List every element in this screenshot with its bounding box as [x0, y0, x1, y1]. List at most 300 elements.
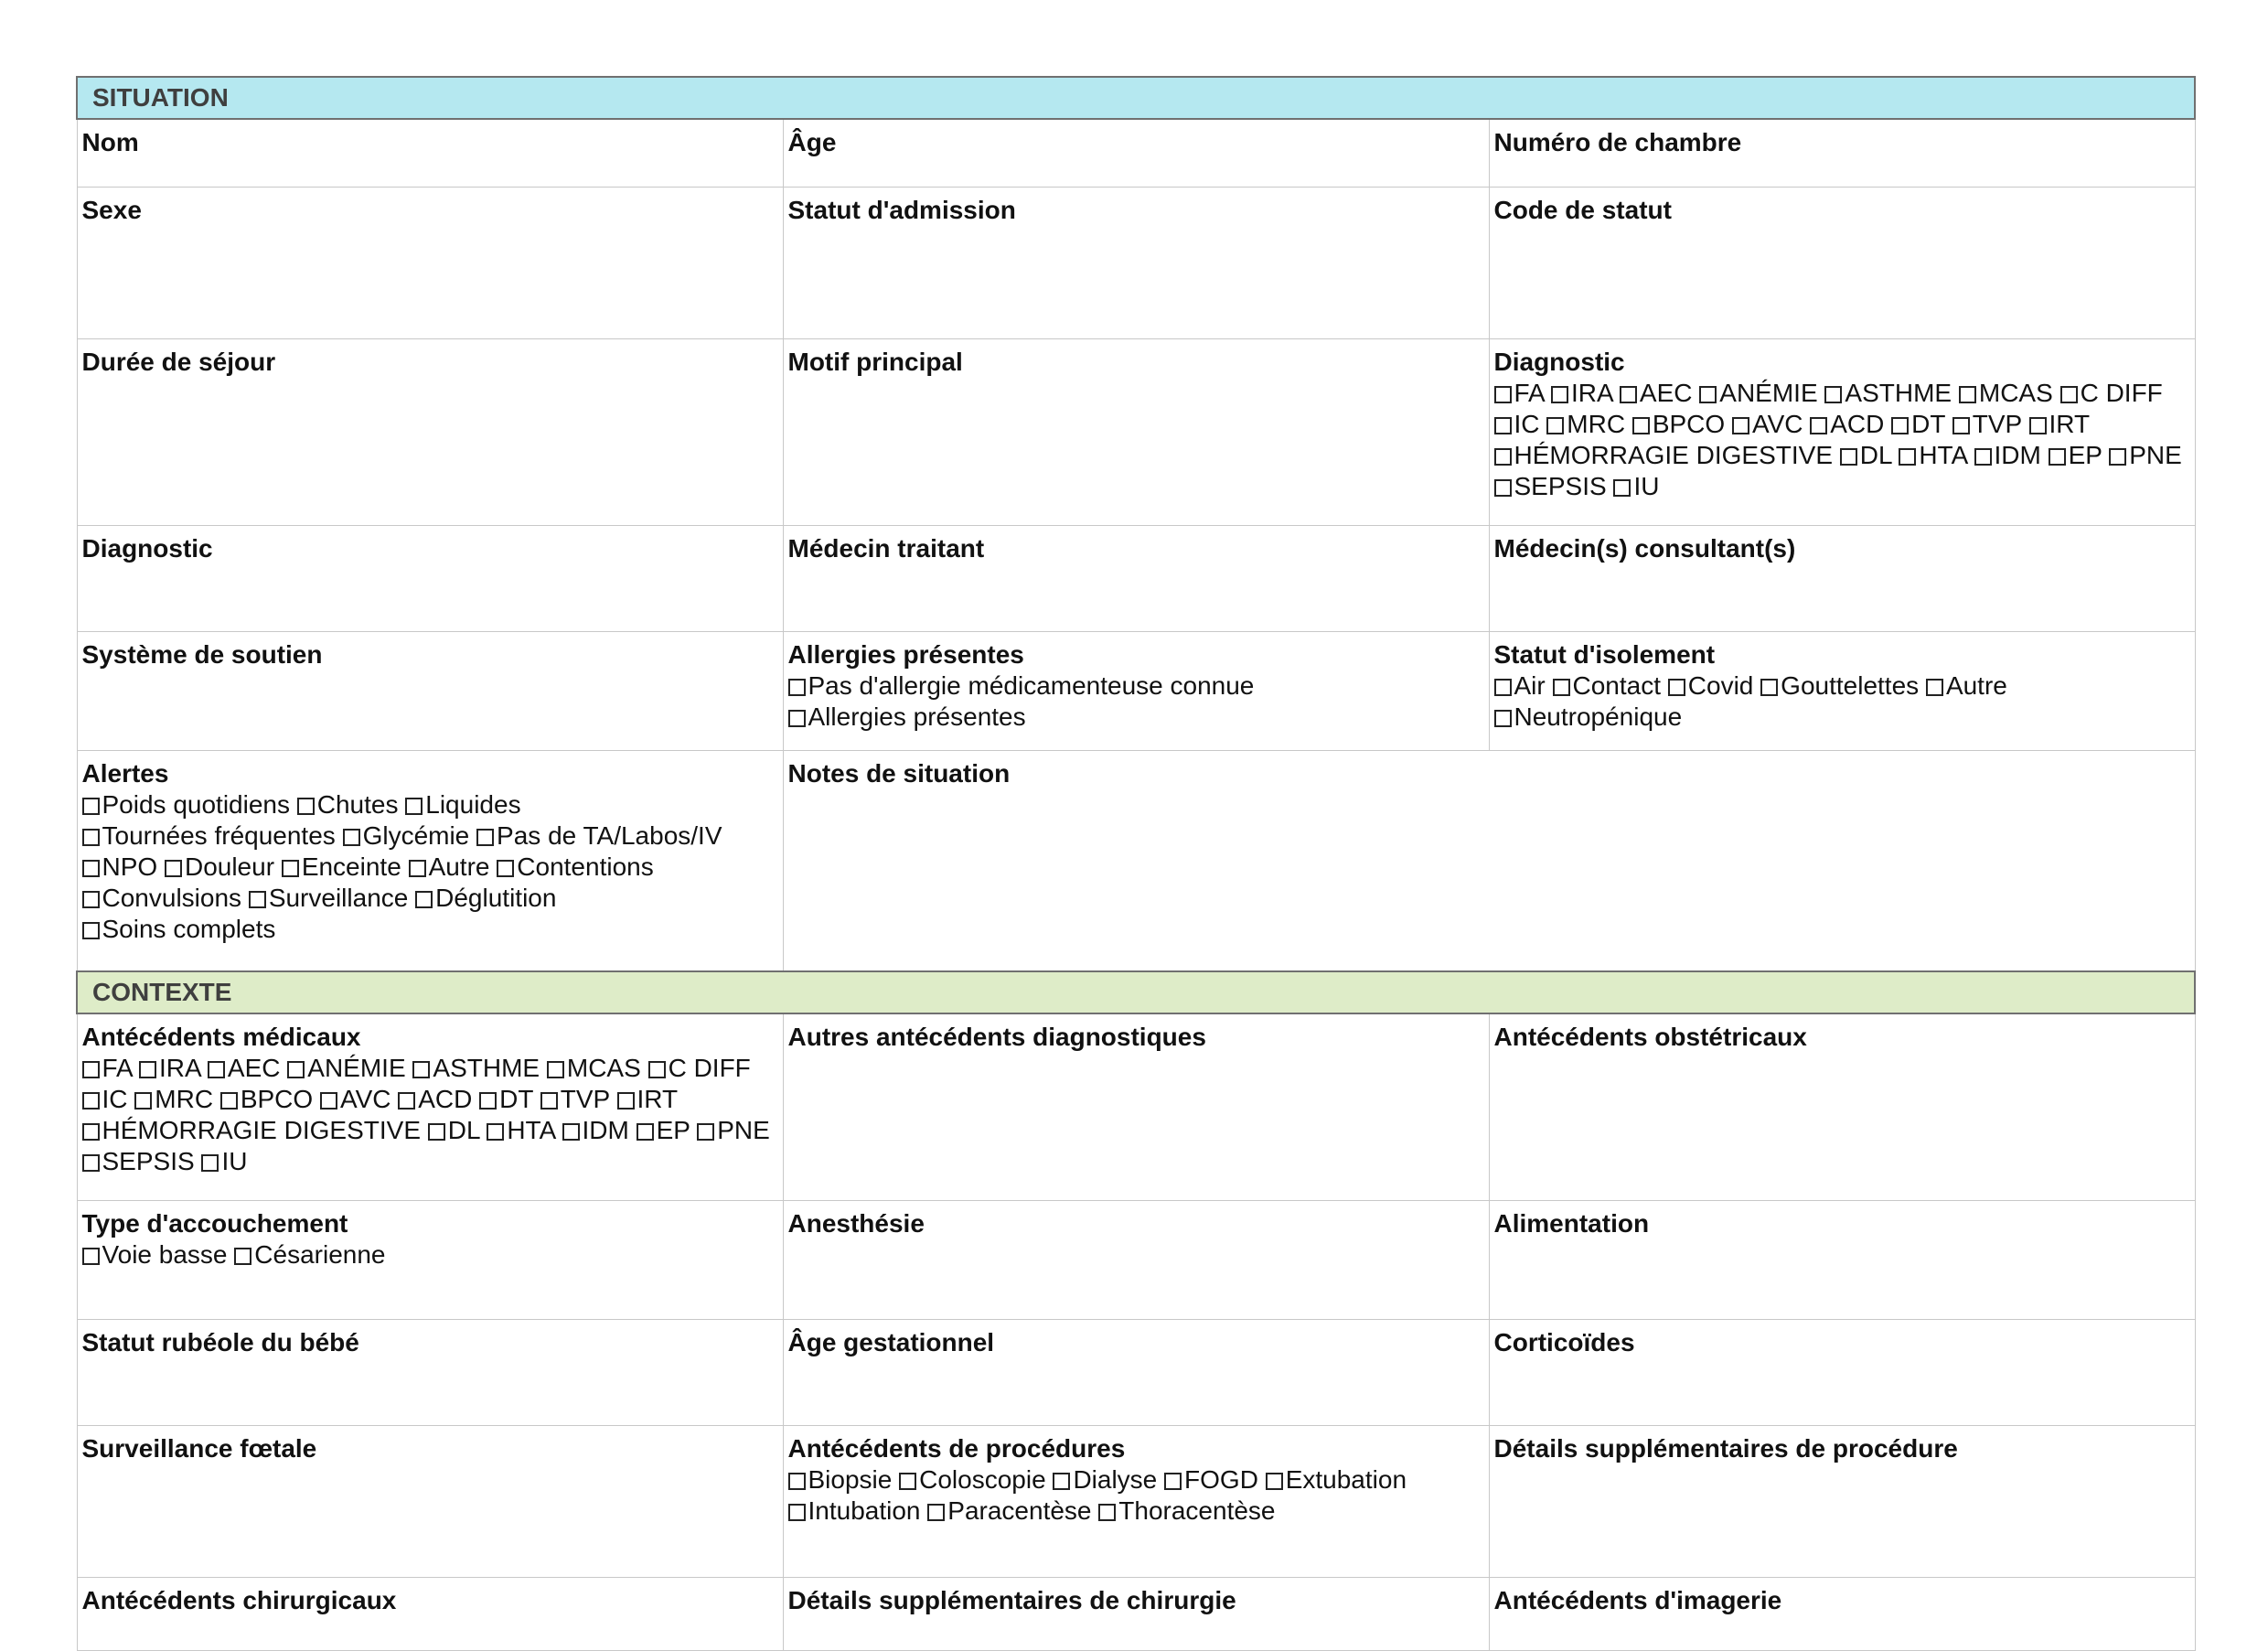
checkbox-option[interactable] [1699, 379, 1817, 407]
checkbox-label: Surveillance [268, 883, 409, 912]
field-details-procedure[interactable] [1489, 1425, 2195, 1577]
checkbox-icon[interactable] [1824, 386, 1842, 403]
checkbox-icon[interactable] [1164, 1473, 1182, 1490]
checkbox-icon[interactable] [82, 798, 100, 815]
checkbox-icon[interactable] [134, 1092, 152, 1110]
checkbox-option[interactable] [234, 1240, 385, 1269]
field-sexe[interactable] [77, 187, 783, 338]
checkbox-label: Liquides [425, 789, 521, 819]
option-line [82, 789, 776, 820]
checkbox-label: ACD [418, 1085, 473, 1113]
checkbox-label: SEPSIS [102, 1147, 195, 1175]
field-anesthesie[interactable] [783, 1200, 1489, 1319]
field-antecedents-obstetricaux[interactable] [1489, 1013, 2195, 1200]
field-isolement [1489, 631, 2195, 750]
checkbox-icon[interactable] [234, 1248, 251, 1265]
checkbox-label: IDM [582, 1116, 629, 1144]
field-code-statut[interactable] [1489, 187, 2195, 338]
checkbox-icon[interactable] [1926, 679, 1943, 696]
checkbox-option[interactable] [1824, 379, 1952, 407]
checkbox-option[interactable] [497, 852, 653, 881]
checkbox-icon[interactable] [1732, 417, 1749, 434]
checkbox-label: TVP [1972, 409, 2022, 438]
checkbox-icon[interactable] [287, 1061, 305, 1078]
checkbox-option[interactable] [398, 1085, 472, 1113]
checkbox-option[interactable] [487, 1116, 554, 1144]
checkbox-icon[interactable] [1974, 448, 1992, 466]
checkbox-option[interactable] [1494, 472, 1607, 500]
field-label: Motif principal [787, 347, 963, 376]
checkbox-option[interactable] [320, 1085, 391, 1113]
checkbox-option[interactable] [1551, 379, 1612, 407]
checkbox-option[interactable] [415, 884, 556, 912]
checkbox-label: EP [656, 1116, 690, 1144]
allergy-options [788, 670, 1482, 733]
section-header-contexte: CONTEXTE [77, 971, 2195, 1013]
checkbox-icon[interactable] [788, 1504, 806, 1521]
checkbox-icon[interactable] [1699, 386, 1717, 403]
field-systeme-soutien[interactable] [77, 631, 783, 750]
checkbox-icon[interactable] [412, 1061, 430, 1078]
checkbox-icon[interactable] [1546, 417, 1564, 434]
field-label: Antécédents médicaux [81, 1023, 361, 1051]
checkbox-label: Autre [428, 852, 490, 881]
checkbox-label: HTA [507, 1116, 555, 1144]
field-label: Diagnostic [1493, 347, 1625, 376]
field-nom[interactable] [77, 119, 783, 187]
field-label: Alertes [81, 758, 169, 788]
checkbox-icon[interactable] [343, 829, 360, 846]
checkbox-label: C DIFF [2080, 378, 2163, 407]
field-surveillance-foetale[interactable] [77, 1425, 783, 1577]
checkbox-icon[interactable] [899, 1473, 916, 1490]
medical-history-options [82, 1053, 776, 1177]
checkbox-label: DL [1859, 440, 1892, 469]
checkbox-icon[interactable] [697, 1123, 714, 1141]
checkbox-icon[interactable] [1613, 479, 1631, 497]
option-line [82, 1053, 776, 1084]
checkbox-option[interactable] [617, 1085, 679, 1113]
field-type-accouchement [77, 1200, 783, 1319]
checkbox-icon[interactable] [220, 1092, 238, 1110]
checkbox-option[interactable] [1546, 410, 1625, 438]
checkbox-label: Douleur [184, 852, 275, 881]
checkbox-label: C DIFF [668, 1054, 751, 1082]
diagnostic-options [1494, 378, 2188, 502]
checkbox-icon[interactable] [547, 1061, 564, 1078]
option-line [82, 883, 776, 914]
checkbox-option[interactable] [927, 1496, 1091, 1525]
checkbox-option[interactable] [82, 821, 336, 850]
checkbox-icon[interactable] [165, 860, 182, 877]
checkbox-option[interactable] [547, 1054, 641, 1082]
field-diagnostic[interactable] [77, 525, 783, 631]
checkbox-option[interactable] [1810, 410, 1884, 438]
option-line [1494, 670, 2188, 702]
checkbox-label: Air [1514, 670, 1546, 700]
field-allergies [783, 631, 1489, 750]
checkbox-option[interactable] [1553, 671, 1662, 700]
checkbox-label: AEC [1639, 378, 1693, 407]
checkbox-label: Paracentèse [947, 1496, 1092, 1525]
field-label: Statut d'isolement [1493, 639, 1716, 669]
checkbox-icon[interactable] [788, 710, 806, 727]
field-label: Diagnostic [81, 533, 213, 563]
checkbox-icon[interactable] [82, 1061, 100, 1078]
checkbox-option[interactable] [1053, 1465, 1157, 1494]
checkbox-icon[interactable] [409, 860, 426, 877]
checkbox-option[interactable] [899, 1465, 1046, 1494]
checkbox-label: FOGD [1184, 1464, 1258, 1494]
checkbox-option[interactable] [2060, 379, 2163, 407]
checkbox-icon[interactable] [562, 1123, 580, 1141]
checkbox-icon[interactable] [637, 1123, 654, 1141]
checkbox-label: AVC [339, 1085, 391, 1113]
checkbox-label: BPCO [240, 1085, 314, 1113]
checkbox-option[interactable] [139, 1054, 200, 1082]
option-line [82, 1239, 776, 1270]
field-label: Corticoïdes [1493, 1327, 1635, 1356]
option-line [1494, 702, 2188, 733]
delivery-options [82, 1239, 776, 1270]
checkbox-icon[interactable] [2109, 448, 2126, 466]
checkbox-option[interactable] [562, 1116, 629, 1144]
checkbox-icon[interactable] [201, 1154, 219, 1172]
checkbox-icon[interactable] [1899, 448, 1916, 466]
field-rubeole-bebe[interactable] [77, 1319, 783, 1425]
checkbox-icon[interactable] [497, 860, 514, 877]
field-antecedents-medicaux [77, 1013, 783, 1200]
checkbox-label: PNE [717, 1116, 770, 1144]
checkbox-label: PNE [2129, 440, 2182, 469]
checkbox-option[interactable] [201, 1147, 247, 1175]
checkbox-icon[interactable] [1668, 679, 1685, 696]
checkbox-label: HÉMORRAGIE DIGESTIVE [1514, 440, 1833, 469]
checkbox-label: MCAS [566, 1054, 641, 1082]
checkbox-icon[interactable] [82, 922, 100, 939]
checkbox-label: ASTHME [1845, 378, 1952, 407]
field-label: Anesthésie [787, 1208, 925, 1238]
field-duree-sejour[interactable] [77, 338, 783, 525]
option-line [82, 1146, 776, 1177]
field-label: Détails supplémentaires de procédure [1493, 1433, 1958, 1463]
checkbox-option[interactable] [1632, 410, 1725, 438]
checkbox-option[interactable] [1760, 671, 1919, 700]
checkbox-label: Glycémie [362, 820, 470, 850]
checkbox-icon[interactable] [1494, 417, 1512, 434]
field-label: Système de soutien [81, 639, 323, 669]
checkbox-option[interactable] [82, 915, 276, 943]
checkbox-label: IRT [2049, 409, 2091, 438]
option-line [82, 852, 776, 883]
checkbox-label: Autre [1945, 670, 2007, 700]
checkbox-option[interactable] [2109, 441, 2182, 469]
checkbox-label: Chutes [316, 789, 399, 819]
checkbox-option[interactable] [1840, 441, 1892, 469]
checkbox-icon[interactable] [1959, 386, 1976, 403]
checkbox-option[interactable] [409, 852, 490, 881]
checkbox-icon[interactable] [1840, 448, 1857, 466]
checkbox-option[interactable] [1959, 379, 2053, 407]
checkbox-label: IC [1514, 409, 1540, 438]
checkbox-option[interactable] [412, 1054, 540, 1082]
field-medecin-traitant[interactable] [783, 525, 1489, 631]
checkbox-option[interactable] [788, 1496, 921, 1525]
field-notes-situation[interactable] [783, 750, 2195, 971]
checkbox-icon[interactable] [82, 1248, 100, 1265]
checkbox-option[interactable] [2049, 441, 2102, 469]
field-label: Autres antécédents diagnostiques [787, 1023, 1206, 1051]
checkbox-icon[interactable] [2060, 386, 2078, 403]
field-alimentation[interactable] [1489, 1200, 2195, 1319]
checkbox-option[interactable] [1891, 410, 1945, 438]
checkbox-icon[interactable] [788, 1473, 806, 1490]
checkbox-icon[interactable] [405, 798, 423, 815]
checkbox-option[interactable] [82, 1054, 133, 1082]
checkbox-label: Contentions [517, 852, 654, 881]
field-label: Âge [787, 128, 837, 156]
field-statut-admission[interactable] [783, 187, 1489, 338]
checkbox-label: Tournées fréquentes [102, 820, 336, 850]
checkbox-icon[interactable] [249, 891, 266, 908]
checkbox-icon[interactable] [927, 1504, 945, 1521]
checkbox-icon[interactable] [82, 1123, 100, 1141]
field-label: Type d'accouchement [81, 1208, 348, 1238]
checkbox-icon[interactable] [208, 1061, 225, 1078]
checkbox-label: Enceinte [301, 852, 401, 881]
field-label: Nom [81, 128, 139, 156]
checkbox-option[interactable] [1668, 671, 1754, 700]
field-label: Durée de séjour [81, 347, 276, 376]
checkbox-option[interactable] [1899, 441, 1966, 469]
checkbox-icon[interactable] [487, 1123, 504, 1141]
option-line [1494, 378, 2188, 409]
field-age[interactable] [783, 119, 1489, 187]
checkbox-label: IC [102, 1085, 128, 1113]
checkbox-icon[interactable] [82, 829, 100, 846]
checkbox-label: Covid [1687, 670, 1754, 700]
checkbox-icon[interactable] [1266, 1473, 1283, 1490]
checkbox-label: MRC [1567, 409, 1626, 438]
checkbox-option[interactable] [1098, 1496, 1275, 1525]
checkbox-label: FA [102, 1054, 133, 1082]
field-label: Antécédents de procédures [787, 1433, 1126, 1463]
checkbox-icon[interactable] [82, 860, 100, 877]
field-label: Surveillance fœtale [81, 1433, 317, 1463]
checkbox-option[interactable] [82, 1116, 422, 1144]
checkbox-option[interactable] [1266, 1465, 1407, 1494]
checkbox-icon[interactable] [320, 1092, 337, 1110]
field-details-chirurgie[interactable] [783, 1577, 1489, 1650]
checkbox-icon[interactable] [297, 798, 315, 815]
field-motif-principal[interactable] [783, 338, 1489, 525]
checkbox-label: EP [2068, 440, 2102, 469]
checkbox-icon[interactable] [282, 860, 299, 877]
field-antecedents-imagerie[interactable] [1489, 1577, 2195, 1650]
field-medecins-consultants[interactable] [1489, 525, 2195, 631]
checkbox-icon[interactable] [788, 679, 806, 696]
checkbox-option[interactable] [1926, 671, 2007, 700]
checkbox-label: HTA [1919, 440, 1967, 469]
checkbox-icon[interactable] [398, 1092, 415, 1110]
checkbox-icon[interactable] [139, 1061, 156, 1078]
checkbox-option[interactable] [82, 884, 242, 912]
field-label: Médecin traitant [787, 533, 985, 563]
checkbox-icon[interactable] [1098, 1504, 1116, 1521]
checkbox-option[interactable] [637, 1116, 690, 1144]
checkbox-label: DT [499, 1085, 533, 1113]
checkbox-label: Soins complets [102, 914, 276, 943]
checkbox-option[interactable] [282, 852, 401, 881]
checkbox-icon[interactable] [1632, 417, 1650, 434]
checkbox-label: Pas d'allergie médicamenteuse connue [808, 670, 1255, 700]
field-label: Statut rubéole du bébé [81, 1327, 359, 1356]
checkbox-option[interactable] [1974, 441, 2041, 469]
option-line [82, 914, 776, 945]
checkbox-option[interactable] [1952, 410, 2022, 438]
field-antecedents-procedures [783, 1425, 1489, 1577]
checkbox-icon[interactable] [617, 1092, 635, 1110]
checkbox-option[interactable] [2029, 410, 2091, 438]
option-line [82, 1115, 776, 1146]
checkbox-option[interactable] [788, 1465, 893, 1494]
checkbox-option[interactable] [1164, 1465, 1258, 1494]
checkbox-icon[interactable] [428, 1123, 445, 1141]
checkbox-icon[interactable] [1494, 710, 1512, 727]
field-chambre[interactable] [1489, 119, 2195, 187]
checkbox-icon[interactable] [476, 829, 494, 846]
checkbox-option[interactable] [249, 884, 409, 912]
checkbox-label: Dialyse [1073, 1464, 1158, 1494]
checkbox-option[interactable] [220, 1085, 313, 1113]
field-age-gestationnel[interactable] [783, 1319, 1489, 1425]
checkbox-icon[interactable] [540, 1092, 558, 1110]
checkbox-option[interactable] [82, 852, 158, 881]
checkbox-label: Extubation [1285, 1464, 1407, 1494]
checkbox-option[interactable] [788, 671, 1255, 700]
checkbox-label: DT [1911, 409, 1945, 438]
checkbox-option[interactable] [82, 1240, 228, 1269]
checkbox-option[interactable] [1494, 379, 1545, 407]
checkbox-option[interactable] [1613, 472, 1659, 500]
checkbox-icon[interactable] [2029, 417, 2047, 434]
checkbox-label: HÉMORRAGIE DIGESTIVE [102, 1116, 421, 1144]
checkbox-option[interactable] [479, 1085, 533, 1113]
checkbox-icon[interactable] [1952, 417, 1970, 434]
field-label: Sexe [81, 195, 142, 224]
checkbox-icon[interactable] [1494, 479, 1512, 497]
checkbox-label: Césarienne [254, 1239, 386, 1269]
checkbox-option[interactable] [134, 1085, 213, 1113]
field-label: Statut d'admission [787, 195, 1016, 224]
checkbox-icon[interactable] [1494, 679, 1512, 696]
checkbox-label: ASTHME [433, 1054, 540, 1082]
field-label: Antécédents d'imagerie [1493, 1585, 1782, 1614]
checkbox-label: MCAS [1978, 378, 2053, 407]
checkbox-option[interactable] [287, 1054, 405, 1082]
checkbox-label: AEC [227, 1054, 281, 1082]
checkbox-option[interactable] [343, 821, 470, 850]
sbar-form-table [76, 76, 2196, 1651]
checkbox-option[interactable] [82, 790, 290, 819]
checkbox-icon[interactable] [82, 891, 100, 908]
checkbox-label: IDM [1994, 440, 2041, 469]
checkbox-label: FA [1514, 378, 1545, 407]
checkbox-icon[interactable] [648, 1061, 666, 1078]
field-label: Antécédents chirurgicaux [81, 1585, 397, 1614]
checkbox-icon[interactable] [1494, 448, 1512, 466]
checkbox-option[interactable] [297, 790, 399, 819]
field-antecedents-chirurgicaux[interactable] [77, 1577, 783, 1650]
checkbox-icon[interactable] [479, 1092, 497, 1110]
section-header-situation: SITUATION [77, 77, 2195, 119]
checkbox-label: IRA [158, 1054, 201, 1082]
checkbox-label: Gouttelettes [1781, 670, 1920, 700]
checkbox-icon[interactable] [1553, 679, 1570, 696]
checkbox-icon[interactable] [1494, 386, 1512, 403]
checkbox-icon[interactable] [1760, 679, 1778, 696]
checkbox-label: DL [447, 1116, 480, 1144]
checkbox-option[interactable] [540, 1085, 610, 1113]
checkbox-option[interactable] [405, 790, 520, 819]
checkbox-icon[interactable] [1620, 386, 1637, 403]
checkbox-icon[interactable] [1053, 1473, 1070, 1490]
checkbox-option[interactable] [788, 702, 1026, 731]
checkbox-option[interactable] [1620, 379, 1693, 407]
checkbox-icon[interactable] [82, 1154, 100, 1172]
checkbox-icon[interactable] [82, 1092, 100, 1110]
checkbox-label: ANÉMIE [307, 1054, 406, 1082]
field-autres-antecedents[interactable] [783, 1013, 1489, 1200]
checkbox-option[interactable] [82, 1147, 195, 1175]
checkbox-icon[interactable] [1810, 417, 1827, 434]
checkbox-option[interactable] [82, 1085, 128, 1113]
checkbox-option[interactable] [1494, 410, 1540, 438]
checkbox-option[interactable] [1494, 671, 1546, 700]
option-line [788, 670, 1482, 702]
checkbox-option[interactable] [165, 852, 274, 881]
checkbox-label: NPO [102, 852, 158, 881]
checkbox-option[interactable] [428, 1116, 480, 1144]
option-line [1494, 471, 2188, 502]
option-line [82, 1084, 776, 1115]
checkbox-icon[interactable] [415, 891, 433, 908]
checkbox-label: Coloscopie [919, 1464, 1046, 1494]
checkbox-label: Biopsie [808, 1464, 893, 1494]
checkbox-option[interactable] [208, 1054, 281, 1082]
checkbox-label: SEPSIS [1514, 471, 1607, 500]
field-alertes [77, 750, 783, 971]
checkbox-option[interactable] [697, 1116, 770, 1144]
checkbox-label: ACD [1830, 409, 1885, 438]
checkbox-label: Allergies présentes [808, 702, 1026, 731]
checkbox-icon[interactable] [2049, 448, 2066, 466]
checkbox-option[interactable] [476, 821, 722, 850]
field-label: Allergies présentes [787, 639, 1024, 669]
checkbox-label: Thoracentèse [1118, 1496, 1276, 1525]
checkbox-option[interactable] [1494, 441, 1834, 469]
checkbox-option[interactable] [1494, 702, 1683, 731]
checkbox-icon[interactable] [1891, 417, 1909, 434]
checkbox-label: IU [1633, 471, 1660, 500]
field-label: Âge gestationnel [787, 1327, 995, 1356]
checkbox-option[interactable] [648, 1054, 751, 1082]
checkbox-icon[interactable] [1551, 386, 1568, 403]
checkbox-label: IRT [637, 1085, 679, 1113]
checkbox-option[interactable] [1732, 410, 1803, 438]
field-corticoides[interactable] [1489, 1319, 2195, 1425]
checkbox-label: ANÉMIE [1719, 378, 1818, 407]
